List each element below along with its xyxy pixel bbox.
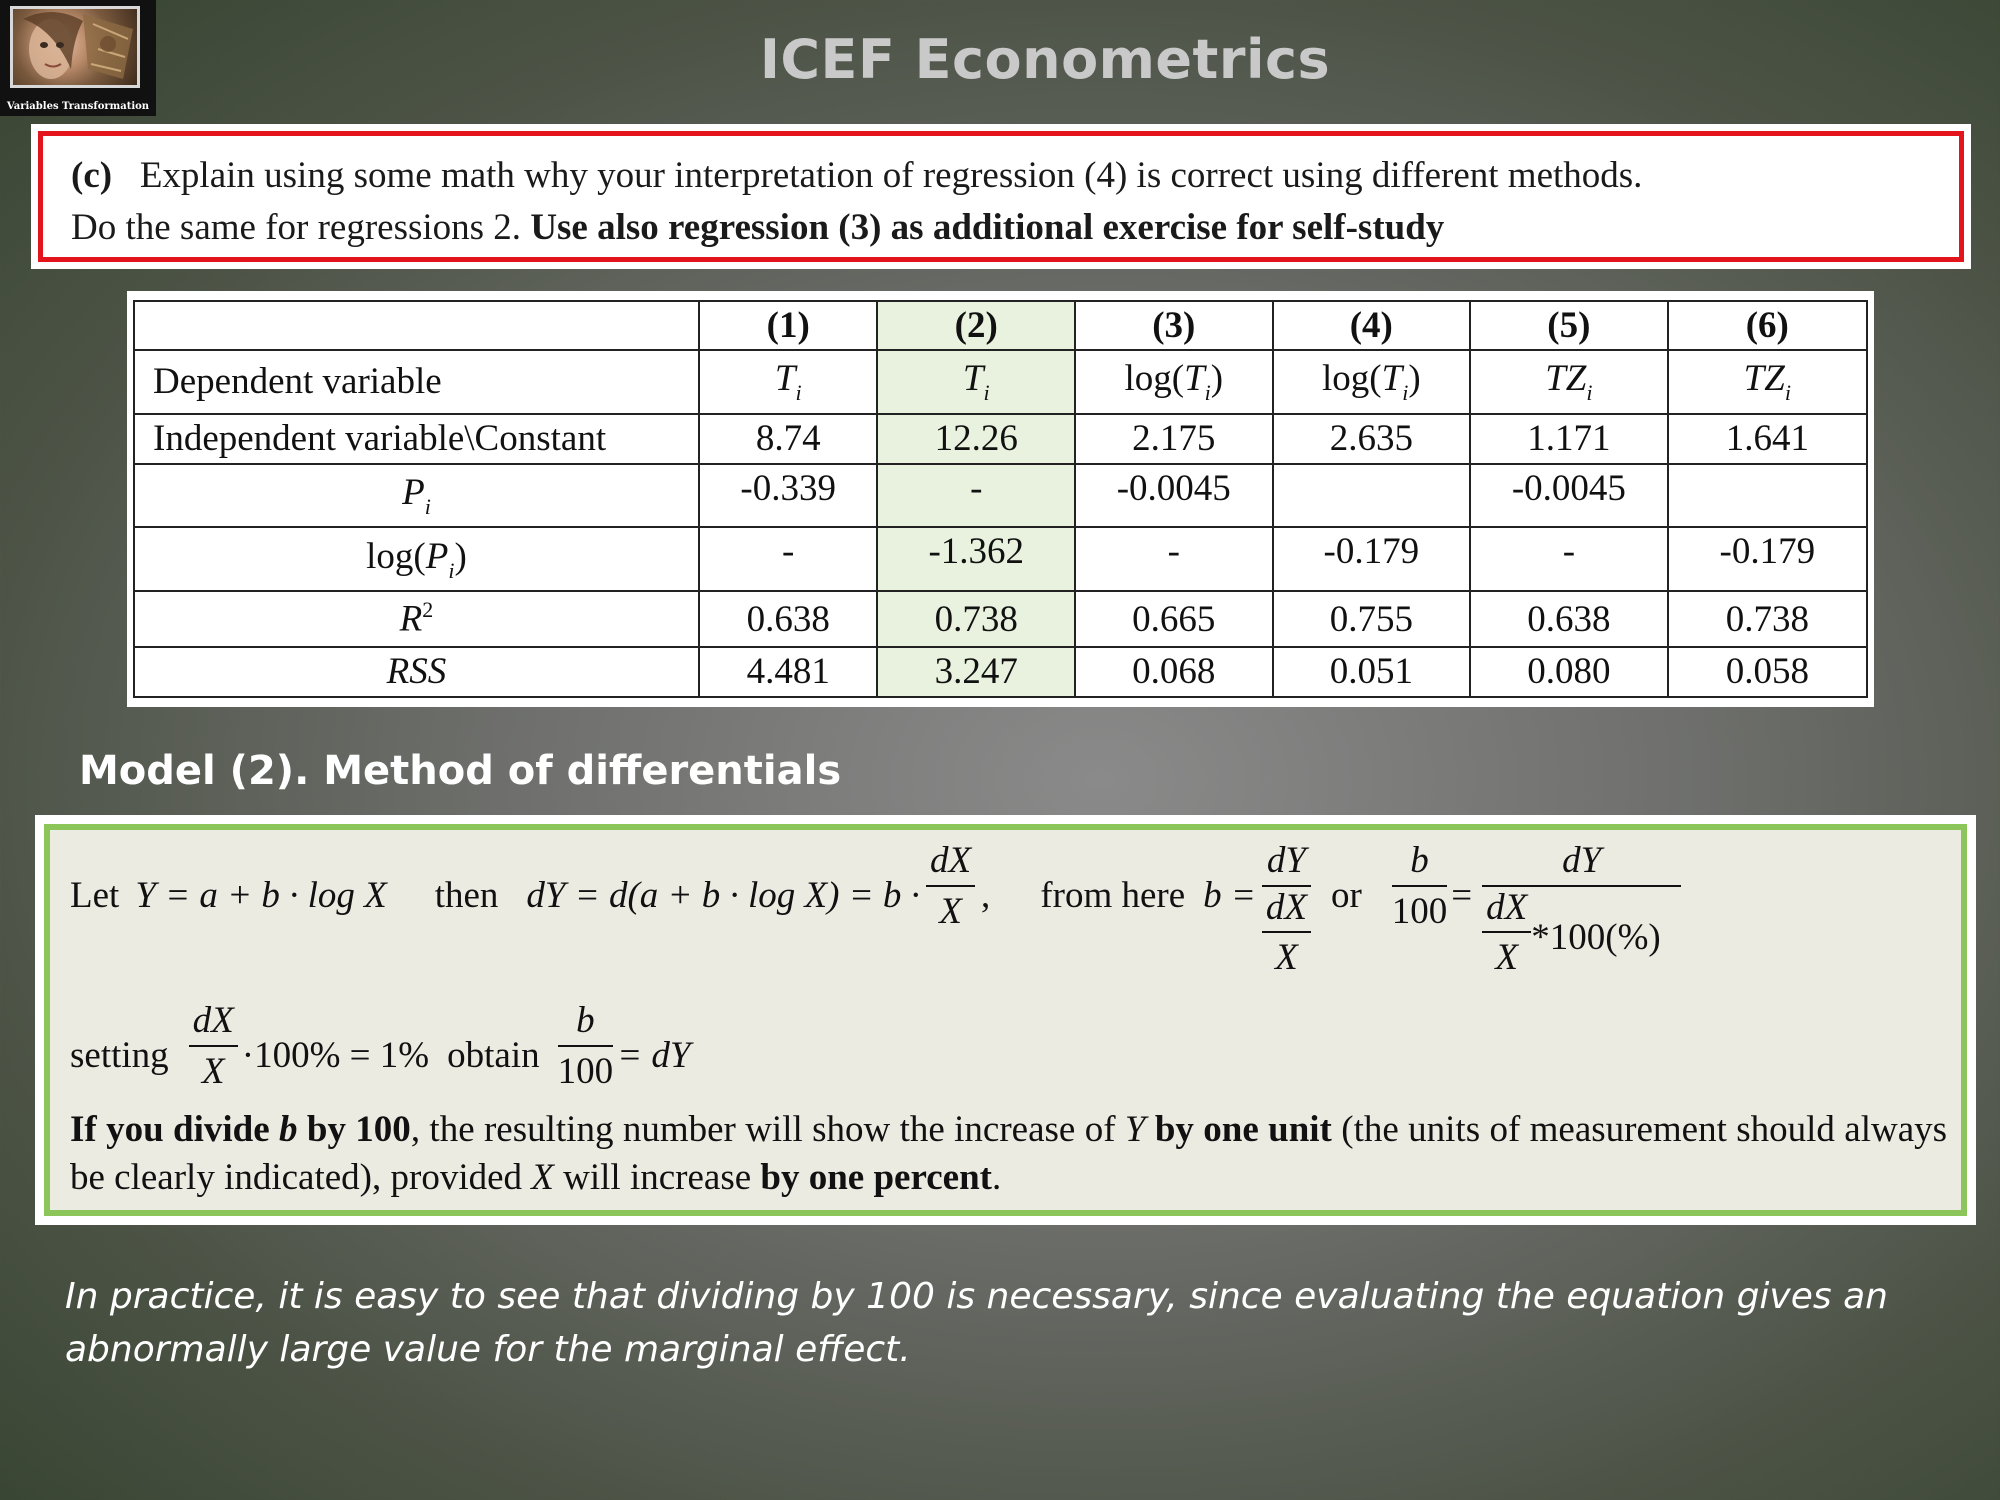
fraction-b-over-100: $\frac{b}{100}$	[1391, 840, 1448, 932]
column-header: (1)	[699, 301, 877, 350]
row-label: Dependent variable	[134, 350, 699, 413]
table-row-constant	[134, 414, 1867, 464]
table-cell: 12.26	[877, 414, 1075, 464]
row-label: RSS	[134, 647, 699, 697]
table-cell: -1.362	[877, 527, 1075, 591]
table-cell: 0.755	[1273, 591, 1471, 646]
section-heading: Model (2). Method of differentials	[79, 748, 842, 794]
task-line1-text: Explain using some math why your interpretation of regression (4) is correct using different methods.	[139, 155, 1643, 196]
let-word: Let	[70, 875, 120, 916]
table-cell: -	[1470, 527, 1668, 591]
table-cell	[1273, 464, 1471, 527]
table-cell: -0.0045	[1470, 464, 1668, 527]
table-cell: $T_i$	[699, 350, 877, 413]
row-label: Independent variable\Constant	[134, 414, 699, 464]
table-cell: 3.247	[877, 647, 1075, 697]
table-cell: -0.179	[1668, 527, 1867, 591]
task-line-2	[71, 202, 1937, 254]
table-cell: $TZ_i$	[1668, 350, 1867, 413]
column-header: (3)	[1075, 301, 1273, 350]
table-cell: $\log(T_i)$	[1273, 350, 1471, 413]
equation-differential: dY = d(a + b · log X) = b ·	[526, 875, 920, 916]
table-cell: $\log(T_i)$	[1075, 350, 1273, 413]
task-text	[38, 131, 1964, 262]
column-header: (6)	[1668, 301, 1867, 350]
fraction-b-over-100-2: $\frac{b}{100}$	[557, 1000, 614, 1092]
task-label: (c)	[71, 155, 113, 196]
table-cell: 8.74	[699, 414, 877, 464]
equation-model: Y = a + b · log X	[135, 875, 387, 916]
table-cell: 4.481	[699, 647, 877, 697]
fraction-b: $\frac{dY}{\frac{dX}{X}}$	[1262, 840, 1311, 980]
logo-caption: Variables Transformation	[6, 101, 150, 112]
table-cell: 0.051	[1273, 647, 1471, 697]
then-word: then	[434, 875, 499, 916]
method-content	[44, 824, 1967, 1216]
table-row-dependent	[134, 350, 1867, 413]
table-cell: 0.058	[1668, 647, 1867, 697]
regression-table-container	[127, 291, 1874, 707]
table-cell: 0.068	[1075, 647, 1273, 697]
table-cell: $TZ_i$	[1470, 350, 1668, 413]
fraction-dx-over-x-2: $\frac{dX}{X}$	[189, 1000, 238, 1093]
table-cell: -0.339	[699, 464, 877, 527]
method-box	[35, 815, 1976, 1225]
fraction-dx-over-x: $\frac{dX}{X}$	[926, 840, 975, 933]
table-row-p	[134, 464, 1867, 527]
table-cell: -	[699, 527, 877, 591]
row-label: $P_i$	[134, 464, 699, 527]
interpretation-paragraph: If you divide b by 100, the resulting number will show the increase of Y by one unit (the units of measurement should always be clearly indicated), provided X will increase by one percent.	[70, 1109, 1948, 1198]
obtain-word: obtain	[447, 1035, 540, 1076]
table-cell	[1668, 464, 1867, 527]
percent-equation: ·100% = 1%	[241, 1035, 430, 1076]
table-cell: 0.638	[699, 591, 877, 646]
table-row-rss	[134, 647, 1867, 697]
from-here-word: from here	[1040, 875, 1186, 916]
table-header-row	[134, 301, 1867, 350]
task-line-1	[71, 150, 1937, 202]
page-title: ICEF Econometrics	[759, 28, 1331, 91]
table-row-r2	[134, 591, 1867, 646]
row-label: $R^2$	[134, 591, 699, 646]
column-header: (2)	[877, 301, 1075, 350]
table-cell: 1.171	[1470, 414, 1668, 464]
equals-sign: =	[1451, 875, 1473, 916]
column-header: (4)	[1273, 301, 1471, 350]
table-row-logp	[134, 527, 1867, 591]
derivation-line-1	[70, 840, 1687, 980]
task-line2-plain: Do the same for regressions 2.	[71, 207, 522, 248]
fraction-rhs: dY $\frac{dX}{X}$ *100(%)	[1482, 840, 1681, 980]
column-header: (5)	[1470, 301, 1668, 350]
setting-word: setting	[70, 1035, 169, 1076]
or-word: or	[1330, 875, 1362, 916]
comma: ,	[981, 875, 991, 916]
practice-note: In practice, it is easy to see that dividing by 100 is necessary, since evaluating the equation gives an abnormally large value for the marginal effect.	[65, 1276, 1888, 1370]
table-cell: 2.175	[1075, 414, 1273, 464]
regression-table	[133, 300, 1868, 698]
table-cell: -0.179	[1273, 527, 1471, 591]
table-cell: 0.665	[1075, 591, 1273, 646]
derivation-line-2	[70, 1000, 690, 1093]
table-cell: 2.635	[1273, 414, 1471, 464]
b-equals: b =	[1203, 875, 1256, 916]
table-cell: 0.738	[877, 591, 1075, 646]
row-label: $\log(P_i)$	[134, 527, 699, 591]
equals-dy: = dY	[617, 1035, 691, 1076]
table-cell: 0.080	[1470, 647, 1668, 697]
task-box	[31, 124, 1971, 269]
table-cell: -0.0045	[1075, 464, 1273, 527]
header-blank-cell	[134, 301, 699, 350]
table-cell: -	[877, 464, 1075, 527]
table-cell: 0.638	[1470, 591, 1668, 646]
table-cell: 0.738	[1668, 591, 1867, 646]
table-cell: -	[1075, 527, 1273, 591]
table-cell: 1.641	[1668, 414, 1867, 464]
task-line2-bold: Use also regression (3) as additional exercise for self-study	[530, 207, 1445, 248]
table-cell: $T_i$	[877, 350, 1075, 413]
